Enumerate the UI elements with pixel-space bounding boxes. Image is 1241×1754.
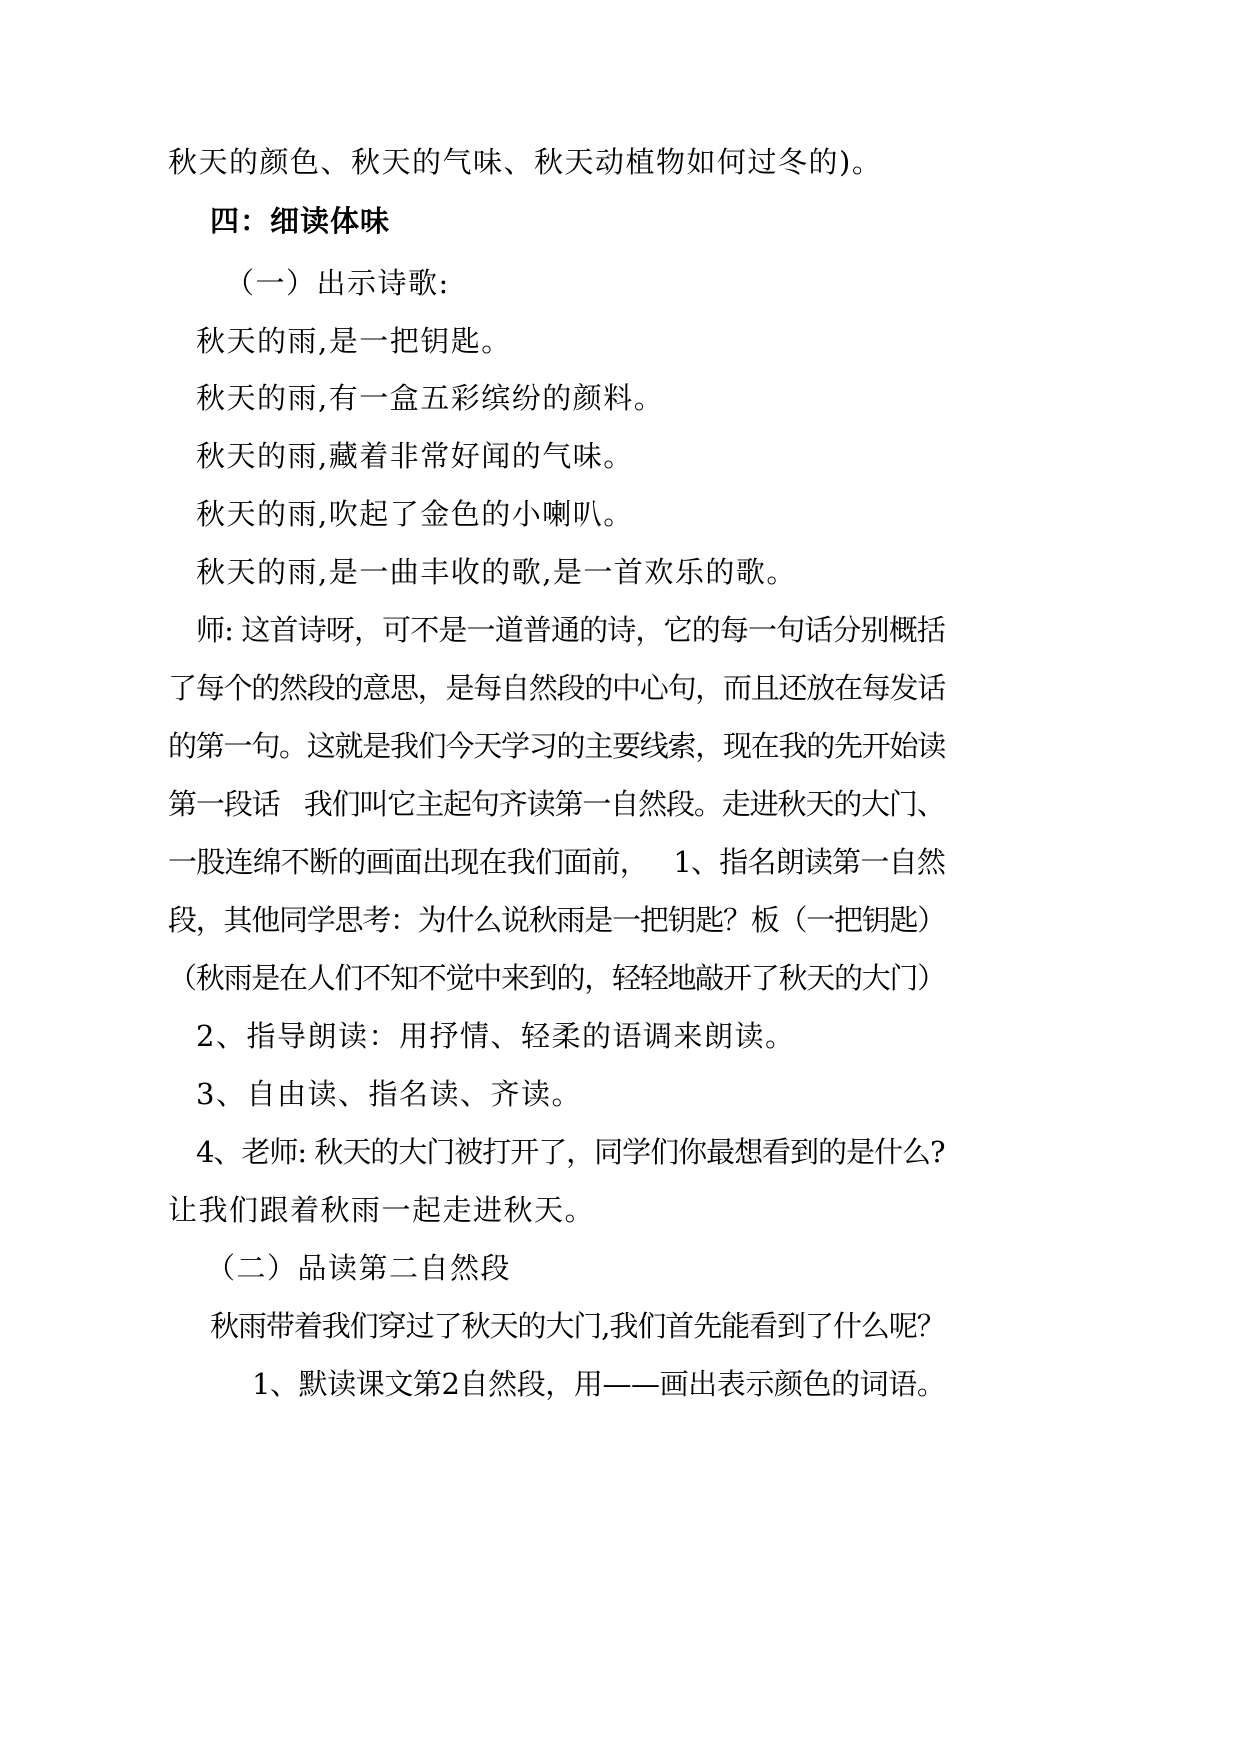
subsection-heading: （一）出示诗歌: [225,266,450,300]
list-item: 2、指导朗读：用抒情、轻柔的语调来朗读。 [196,1019,796,1053]
poem-line: 秋天的雨,吹起了金色的小喇叭。 [196,497,634,531]
paragraph-line: 秋雨带着我们穿过了秋天的大门,我们首先能看到了什么呢？ [210,1309,945,1343]
poem-line: 秋天的雨,是一曲丰收的歌,是一首欢乐的歌。 [196,555,797,589]
poem-line: 秋天的雨,是一把钥匙。 [196,324,512,358]
paragraph-line: 一股连绵不断的画面出现在我们面前， 1、指名朗读第一自然 [168,845,946,879]
list-item: 1、默读课文第2自然段，用——画出表示颜色的词语。 [252,1367,946,1401]
subsection-heading: （二）品读第二自然段 [206,1251,512,1285]
section-heading: 四：细读体味 [210,204,391,238]
poem-line: 秋天的雨,有一盒五彩缤纷的颜料。 [196,381,665,415]
paragraph-line: 让我们跟着秋雨一起走进秋天。 [168,1193,596,1227]
paragraph-line: 师: 这首诗呀，可不是一道普通的诗，它的每一句话分别概括 [196,613,945,647]
list-item: 4、老师: 秋天的大门被打开了，同学们你最想看到的是什么? [196,1135,945,1169]
list-item: 3、自由读、指名读、齐读。 [196,1077,582,1111]
poem-line: 秋天的雨,藏着非常好闻的气味。 [196,439,634,473]
paragraph-line: 了每个的然段的意思，是每自然段的中心句，而且还放在每发话 [168,671,946,705]
paragraph-line: 段，其他同学思考：为什么说秋雨是一把钥匙？板（一把钥匙） [168,903,946,937]
paragraph-line: 第一段话 我们叫它主起句齐读第一自然段。走进秋天的大门、 [168,787,945,821]
paragraph-line: （秋雨是在人们不知不觉中来到的，轻轻地敲开了秋天的大门） [168,961,946,995]
paragraph-line: 的第一句。这就是我们今天学习的主要线索，现在我的先开始读 [168,729,946,763]
text-line: 秋天的颜色、秋天的气味、秋天动植物如何过冬的)。 [168,145,883,179]
